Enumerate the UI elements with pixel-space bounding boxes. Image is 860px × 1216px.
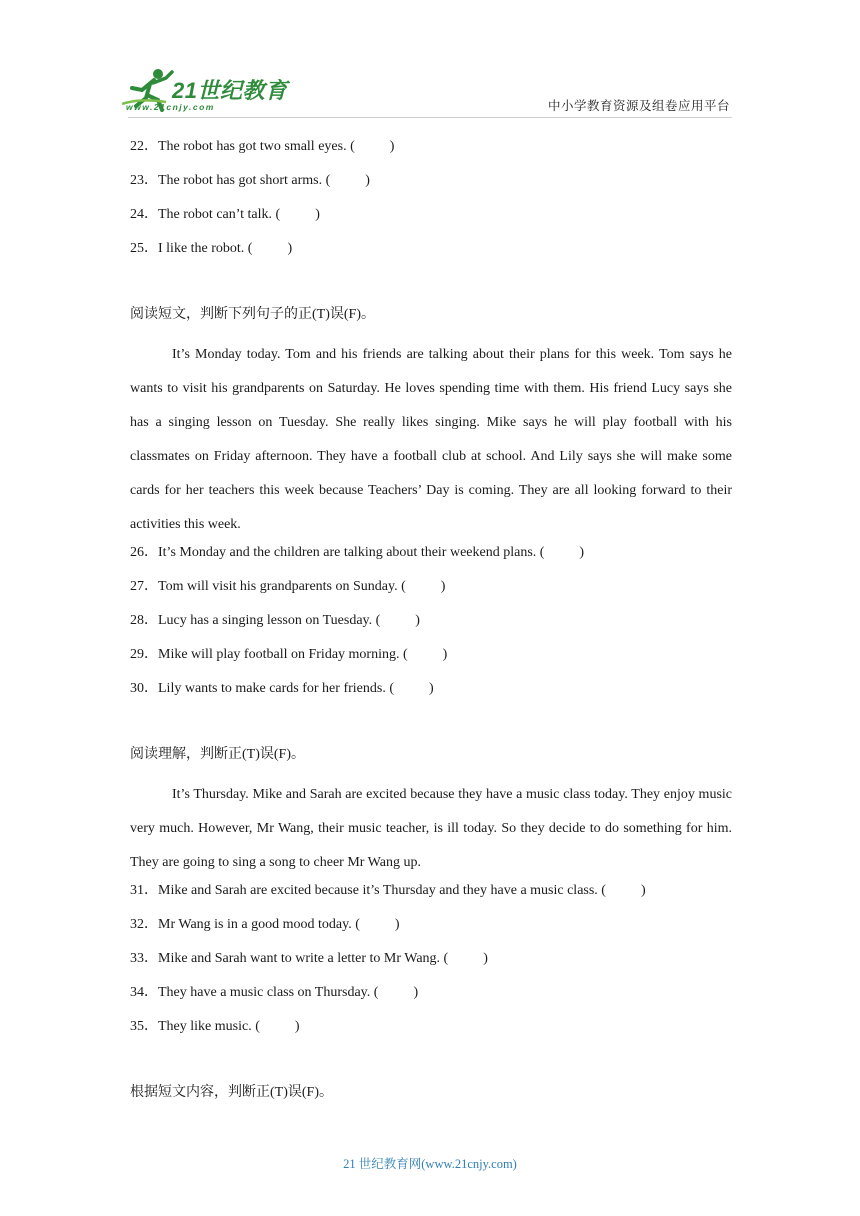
document-body xyxy=(130,136,732,1116)
page-footer[interactable]: 21 世纪教育网(www.21cnjy.com) xyxy=(343,1157,517,1171)
reading-passage: It’s Thursday. Mike and Sarah are excited because they have a music class today. They enjoy music very much. However, Mr Wang, their music teacher, is ill today. So they decide to do something for him. They are going to sing a song to cheer Mr Wang up. xyxy=(130,787,732,870)
question-23: 23．The robot has got short arms. ( ) xyxy=(130,173,370,188)
reading-section-2 xyxy=(130,304,732,712)
question-27: 27．Tom will visit his grandparents on Sunday. ( ) xyxy=(130,579,446,594)
logo-text: 21世纪教育 xyxy=(172,78,288,103)
page-header xyxy=(0,0,860,120)
section-heading: 阅读理解，判断正(T)误(F)。 xyxy=(130,747,305,762)
site-logo[interactable] xyxy=(120,68,300,118)
question-22: 22．The robot has got two small eyes. ( ) xyxy=(130,139,395,154)
spacer xyxy=(130,1050,732,1082)
section-heading: 根据短文内容，判断正(T)误(F)。 xyxy=(130,1085,333,1100)
question-25: 25．I like the robot. ( ) xyxy=(130,241,293,256)
question-30: 30．Lily wants to make cards for her friends. ( ) xyxy=(130,681,434,696)
question-group-22-25 xyxy=(130,136,732,272)
reading-section-3 xyxy=(130,744,732,1050)
reading-passage: It’s Monday today. Tom and his friends are talking about their plans for this week. Tom says he wants to visit his grandparents on Saturday. He loves spending time with them. His friend Lucy says she has a singing lesson on Tuesday. She really likes singing. Mike says he will play football with his classmates on Friday afternoon. They have a football club at school. And Lily says she will make some cards for her teachers this week because Teachers’ Day is coming. They are all looking forward to their activities this week. xyxy=(130,347,732,532)
question-28: 28．Lucy has a singing lesson on Tuesday. ( ) xyxy=(130,613,420,628)
question-26: 26．It’s Monday and the children are talking about their weekend plans. ( ) xyxy=(130,545,585,560)
question-34: 34．They have a music class on Thursday. ( ) xyxy=(130,985,419,1000)
platform-title: 中小学教育资源及组卷应用平台 xyxy=(547,99,730,113)
question-24: 24．The robot can’t talk. ( ) xyxy=(130,207,320,222)
spacer xyxy=(130,272,732,304)
section-heading: 阅读短文，判断下列句子的正(T)误(F)。 xyxy=(130,307,375,322)
question-35: 35．They like music. ( ) xyxy=(130,1019,300,1034)
header-divider xyxy=(128,117,732,118)
question-32: 32．Mr Wang is in a good mood today. ( ) xyxy=(130,917,400,932)
question-33: 33．Mike and Sarah want to write a letter to Mr Wang. ( ) xyxy=(130,951,488,966)
question-29: 29．Mike will play football on Friday morning. ( ) xyxy=(130,647,448,662)
spacer xyxy=(130,712,732,744)
question-31: 31．Mike and Sarah are excited because it’s Thursday and they have a music class. ( ) xyxy=(130,883,646,898)
logo-url: www.21cnjy.com xyxy=(126,102,215,112)
